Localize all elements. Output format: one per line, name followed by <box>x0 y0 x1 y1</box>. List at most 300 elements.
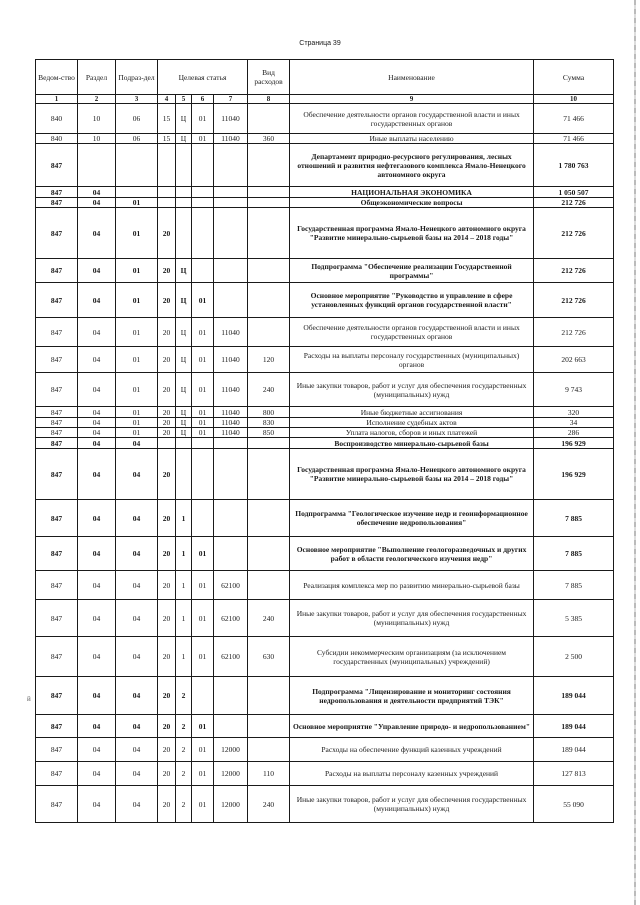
cell-podrazdel: 01 <box>116 283 158 318</box>
header-podrazdel: Подраз-дел <box>116 60 158 95</box>
cell-direction: 12000 <box>214 786 248 823</box>
cell-program: 15 <box>158 134 176 144</box>
cell-razdel: 04 <box>78 428 116 438</box>
cell-measure: 01 <box>192 373 214 407</box>
cell-naimenovanie: Расходы на выплаты персоналу государственных (муниципальных) органов <box>290 347 534 373</box>
cell-podrazdel: 04 <box>116 762 158 786</box>
cell-summa: 7 885 <box>534 500 614 537</box>
header-vid-raskhodov: Вид расходов <box>248 60 290 95</box>
cell-program <box>158 187 176 198</box>
margin-mark: й <box>27 695 31 703</box>
cell-subprogram: Ц <box>176 134 192 144</box>
column-number-cell: 1 <box>36 95 78 104</box>
column-number-cell: 7 <box>214 95 248 104</box>
cell-naimenovanie: Государственная программа Ямало-Ненецкого автономного округа "Развитие минерально-сырьевой базы на 2014 – 2018 годы" <box>290 208 534 259</box>
cell-vedomstvo: 847 <box>36 373 78 407</box>
cell-podrazdel: 01 <box>116 208 158 259</box>
cell-measure: 01 <box>192 571 214 600</box>
cell-direction: 62100 <box>214 600 248 637</box>
cell-summa: 71 466 <box>534 134 614 144</box>
cell-summa: 55 090 <box>534 786 614 823</box>
cell-subprogram: 2 <box>176 762 192 786</box>
cell-program: 20 <box>158 373 176 407</box>
column-number-cell: 4 <box>158 95 176 104</box>
cell-vid-raskhodov <box>248 738 290 762</box>
cell-razdel: 04 <box>78 449 116 500</box>
cell-direction: 11040 <box>214 418 248 428</box>
cell-measure <box>192 449 214 500</box>
cell-direction <box>214 208 248 259</box>
cell-podrazdel: 01 <box>116 407 158 418</box>
column-number-cell: 10 <box>534 95 614 104</box>
cell-razdel: 04 <box>78 198 116 208</box>
cell-direction <box>214 677 248 715</box>
column-number-cell: 6 <box>192 95 214 104</box>
cell-vedomstvo: 847 <box>36 637 78 677</box>
cell-vedomstvo: 847 <box>36 318 78 347</box>
cell-measure <box>192 208 214 259</box>
cell-vedomstvo: 847 <box>36 418 78 428</box>
cell-vid-raskhodov <box>248 715 290 738</box>
header-naimenovanie: Наименование <box>290 60 534 95</box>
cell-naimenovanie: Расходы на обеспечение функций казенных учреждений <box>290 738 534 762</box>
cell-razdel: 04 <box>78 786 116 823</box>
cell-podrazdel: 01 <box>116 373 158 407</box>
cell-vid-raskhodov <box>248 537 290 571</box>
cell-measure: 01 <box>192 428 214 438</box>
cell-direction <box>214 198 248 208</box>
cell-naimenovanie: Исполнение судебных актов <box>290 418 534 428</box>
cell-program: 20 <box>158 571 176 600</box>
table-row <box>36 418 614 428</box>
cell-naimenovanie: Субсидии некоммерческим организациям (за исключением государственных (муниципальных) учреждений) <box>290 637 534 677</box>
cell-vid-raskhodov: 630 <box>248 637 290 677</box>
cell-measure <box>192 198 214 208</box>
column-number-cell: 3 <box>116 95 158 104</box>
cell-razdel: 04 <box>78 500 116 537</box>
table-row <box>36 786 614 823</box>
cell-vedomstvo: 847 <box>36 677 78 715</box>
cell-podrazdel <box>116 144 158 187</box>
cell-program: 20 <box>158 418 176 428</box>
cell-subprogram <box>176 187 192 198</box>
table-row <box>36 259 614 283</box>
cell-naimenovanie: Государственная программа Ямало-Ненецкого автономного округа "Развитие минерально-сырьевой базы на 2014 – 2018 годы" <box>290 449 534 500</box>
cell-naimenovanie: Основное мероприятие "Выполнение геологоразведочных и других работ в области геологического изучения недр" <box>290 537 534 571</box>
cell-vid-raskhodov <box>248 571 290 600</box>
cell-subprogram <box>176 208 192 259</box>
cell-summa: 2 500 <box>534 637 614 677</box>
table-row <box>36 438 614 449</box>
cell-vedomstvo: 847 <box>36 283 78 318</box>
table-row <box>36 187 614 198</box>
cell-vid-raskhodov: 830 <box>248 418 290 428</box>
cell-razdel: 04 <box>78 318 116 347</box>
cell-vid-raskhodov <box>248 438 290 449</box>
cell-direction <box>214 715 248 738</box>
cell-subprogram: Ц <box>176 428 192 438</box>
cell-vedomstvo: 847 <box>36 187 78 198</box>
cell-razdel: 04 <box>78 677 116 715</box>
cell-vedomstvo: 847 <box>36 762 78 786</box>
cell-podrazdel: 01 <box>116 347 158 373</box>
cell-podrazdel: 01 <box>116 428 158 438</box>
cell-podrazdel: 04 <box>116 677 158 715</box>
cell-summa: 202 663 <box>534 347 614 373</box>
cell-vedomstvo: 840 <box>36 104 78 134</box>
cell-direction: 62100 <box>214 637 248 677</box>
cell-naimenovanie: Иные бюджетные ассигнования <box>290 407 534 418</box>
cell-vid-raskhodov: 850 <box>248 428 290 438</box>
cell-vid-raskhodov: 120 <box>248 347 290 373</box>
cell-naimenovanie: Обеспечение деятельности органов государственной власти и иных государственных органов <box>290 104 534 134</box>
cell-razdel: 04 <box>78 373 116 407</box>
cell-direction <box>214 500 248 537</box>
cell-measure: 01 <box>192 347 214 373</box>
cell-program: 20 <box>158 283 176 318</box>
cell-summa: 212 726 <box>534 283 614 318</box>
cell-vid-raskhodov <box>248 187 290 198</box>
cell-summa: 1 050 507 <box>534 187 614 198</box>
cell-razdel: 04 <box>78 418 116 428</box>
cell-podrazdel: 04 <box>116 537 158 571</box>
cell-vedomstvo: 847 <box>36 738 78 762</box>
cell-subprogram: Ц <box>176 283 192 318</box>
cell-naimenovanie: Реализация комплекса мер по развитию минерально-сырьевой базы <box>290 571 534 600</box>
cell-razdel <box>78 144 116 187</box>
cell-program: 20 <box>158 715 176 738</box>
column-number-cell: 5 <box>176 95 192 104</box>
cell-summa: 9 743 <box>534 373 614 407</box>
cell-vedomstvo: 847 <box>36 449 78 500</box>
cell-subprogram: Ц <box>176 347 192 373</box>
cell-naimenovanie: Иные закупки товаров, работ и услуг для обеспечения государственных (муниципальных) нужд <box>290 600 534 637</box>
cell-subprogram: 1 <box>176 537 192 571</box>
cell-razdel: 04 <box>78 637 116 677</box>
cell-podrazdel: 04 <box>116 438 158 449</box>
cell-podrazdel <box>116 187 158 198</box>
cell-direction: 11040 <box>214 347 248 373</box>
cell-program: 20 <box>158 347 176 373</box>
cell-program: 20 <box>158 449 176 500</box>
cell-measure: 01 <box>192 134 214 144</box>
cell-naimenovanie: Подпрограмма "Лицензирование и мониторинг состояния недропользования и деятельности предприятий ТЭК" <box>290 677 534 715</box>
cell-direction <box>214 449 248 500</box>
cell-vedomstvo: 847 <box>36 715 78 738</box>
cell-podrazdel: 01 <box>116 259 158 283</box>
cell-naimenovanie: Основное мероприятие "Управление природо- и недропользованием" <box>290 715 534 738</box>
cell-vedomstvo: 847 <box>36 198 78 208</box>
header-summa: Сумма <box>534 60 614 95</box>
cell-measure <box>192 259 214 283</box>
cell-razdel: 10 <box>78 104 116 134</box>
cell-measure <box>192 144 214 187</box>
cell-summa: 320 <box>534 407 614 418</box>
cell-program: 20 <box>158 407 176 418</box>
cell-vid-raskhodov: 240 <box>248 373 290 407</box>
cell-vid-raskhodov <box>248 259 290 283</box>
cell-naimenovanie: Иные закупки товаров, работ и услуг для обеспечения государственных (муниципальных) нужд <box>290 786 534 823</box>
cell-direction: 11040 <box>214 104 248 134</box>
cell-naimenovanie: Подпрограмма "Обеспечение реализации Государственной программы" <box>290 259 534 283</box>
cell-measure: 01 <box>192 715 214 738</box>
cell-program: 20 <box>158 208 176 259</box>
cell-vedomstvo: 847 <box>36 259 78 283</box>
cell-summa: 127 813 <box>534 762 614 786</box>
cell-vid-raskhodov <box>248 318 290 347</box>
cell-program <box>158 438 176 449</box>
column-number-cell: 9 <box>290 95 534 104</box>
cell-podrazdel: 04 <box>116 571 158 600</box>
cell-razdel: 04 <box>78 208 116 259</box>
cell-vedomstvo: 847 <box>36 208 78 259</box>
cell-summa: 5 385 <box>534 600 614 637</box>
cell-direction: 11040 <box>214 134 248 144</box>
cell-direction: 11040 <box>214 407 248 418</box>
cell-subprogram: 2 <box>176 738 192 762</box>
cell-vid-raskhodov <box>248 677 290 715</box>
cell-direction: 12000 <box>214 762 248 786</box>
cell-measure: 01 <box>192 786 214 823</box>
table-row <box>36 571 614 600</box>
cell-program: 20 <box>158 738 176 762</box>
cell-razdel: 04 <box>78 762 116 786</box>
cell-subprogram <box>176 144 192 187</box>
cell-vid-raskhodov <box>248 283 290 318</box>
cell-podrazdel: 01 <box>116 318 158 347</box>
header-razdel: Раздел <box>78 60 116 95</box>
cell-measure: 01 <box>192 537 214 571</box>
cell-podrazdel: 04 <box>116 449 158 500</box>
table-row <box>36 104 614 134</box>
cell-summa: 7 885 <box>534 571 614 600</box>
cell-direction: 62100 <box>214 571 248 600</box>
cell-measure: 01 <box>192 738 214 762</box>
cell-summa: 196 929 <box>534 438 614 449</box>
table-row <box>36 637 614 677</box>
cell-podrazdel: 04 <box>116 500 158 537</box>
cell-subprogram <box>176 438 192 449</box>
table-row <box>36 738 614 762</box>
cell-subprogram: Ц <box>176 259 192 283</box>
table-row <box>36 449 614 500</box>
cell-naimenovanie: Общеэкономические вопросы <box>290 198 534 208</box>
cell-vid-raskhodov <box>248 144 290 187</box>
cell-program: 20 <box>158 637 176 677</box>
cell-vid-raskhodov: 360 <box>248 134 290 144</box>
cell-subprogram: 1 <box>176 571 192 600</box>
cell-naimenovanie: Подпрограмма "Геологическое изучение недр и геоинформационное обеспечение недропользования" <box>290 500 534 537</box>
cell-summa: 1 780 763 <box>534 144 614 187</box>
table-row <box>36 198 614 208</box>
cell-razdel: 04 <box>78 600 116 637</box>
cell-razdel: 04 <box>78 715 116 738</box>
table-row <box>36 600 614 637</box>
cell-vid-raskhodov: 240 <box>248 786 290 823</box>
cell-measure: 01 <box>192 407 214 418</box>
cell-subprogram: Ц <box>176 418 192 428</box>
scan-edge-shadow <box>634 0 636 905</box>
cell-vid-raskhodov <box>248 208 290 259</box>
cell-naimenovanie: Расходы на выплаты персоналу казенных учреждений <box>290 762 534 786</box>
budget-table <box>35 59 614 823</box>
cell-summa: 71 466 <box>534 104 614 134</box>
cell-razdel: 10 <box>78 134 116 144</box>
cell-subprogram: Ц <box>176 407 192 418</box>
cell-razdel: 04 <box>78 259 116 283</box>
column-number-row <box>36 95 614 104</box>
cell-program: 20 <box>158 762 176 786</box>
cell-summa: 196 929 <box>534 449 614 500</box>
cell-podrazdel: 04 <box>116 637 158 677</box>
cell-direction: 12000 <box>214 738 248 762</box>
cell-naimenovanie: Департамент природно-ресурсного регулирования, лесных отношений и развития нефтегазового комплекса Ямало-Ненецкого автономного округа <box>290 144 534 187</box>
cell-subprogram: 1 <box>176 637 192 677</box>
cell-naimenovanie: Воспроизводство минерально-сырьевой базы <box>290 438 534 449</box>
cell-direction <box>214 144 248 187</box>
table-row <box>36 144 614 187</box>
cell-measure <box>192 677 214 715</box>
cell-measure: 01 <box>192 318 214 347</box>
cell-vedomstvo: 847 <box>36 144 78 187</box>
cell-vedomstvo: 847 <box>36 428 78 438</box>
column-number-cell: 8 <box>248 95 290 104</box>
cell-summa: 212 726 <box>534 198 614 208</box>
column-number-cell: 2 <box>78 95 116 104</box>
cell-summa: 34 <box>534 418 614 428</box>
cell-razdel: 04 <box>78 438 116 449</box>
cell-vid-raskhodov: 110 <box>248 762 290 786</box>
cell-summa: 212 726 <box>534 259 614 283</box>
header-vedomstvo: Ведом-ство <box>36 60 78 95</box>
table-row <box>36 208 614 259</box>
cell-podrazdel: 06 <box>116 104 158 134</box>
cell-podrazdel: 06 <box>116 134 158 144</box>
cell-measure <box>192 187 214 198</box>
cell-vedomstvo: 847 <box>36 347 78 373</box>
cell-naimenovanie: НАЦИОНАЛЬНАЯ ЭКОНОМИКА <box>290 187 534 198</box>
cell-program: 20 <box>158 428 176 438</box>
cell-naimenovanie: Иные закупки товаров, работ и услуг для обеспечения государственных (муниципальных) нужд <box>290 373 534 407</box>
cell-podrazdel: 01 <box>116 198 158 208</box>
cell-program: 20 <box>158 500 176 537</box>
cell-measure: 01 <box>192 762 214 786</box>
cell-summa: 286 <box>534 428 614 438</box>
cell-program: 20 <box>158 600 176 637</box>
cell-naimenovanie: Основное мероприятие "Руководство и управление в сфере установленных функций органов государственной власти" <box>290 283 534 318</box>
table-row <box>36 318 614 347</box>
header-celevaya-statya: Целевая статья <box>158 60 248 95</box>
cell-vedomstvo: 847 <box>36 600 78 637</box>
cell-vid-raskhodov <box>248 104 290 134</box>
cell-program: 20 <box>158 786 176 823</box>
cell-razdel: 04 <box>78 187 116 198</box>
cell-summa: 7 885 <box>534 537 614 571</box>
cell-vedomstvo: 847 <box>36 500 78 537</box>
table-body <box>36 104 614 823</box>
cell-measure: 01 <box>192 418 214 428</box>
header-row <box>36 60 614 95</box>
cell-direction <box>214 537 248 571</box>
cell-razdel: 04 <box>78 738 116 762</box>
cell-summa: 212 726 <box>534 318 614 347</box>
cell-program <box>158 144 176 187</box>
cell-vedomstvo: 840 <box>36 134 78 144</box>
table-row <box>36 347 614 373</box>
cell-naimenovanie: Уплата налогов, сборов и иных платежей <box>290 428 534 438</box>
table-row <box>36 283 614 318</box>
cell-program: 15 <box>158 104 176 134</box>
cell-podrazdel: 04 <box>116 715 158 738</box>
cell-direction <box>214 438 248 449</box>
cell-program: 20 <box>158 537 176 571</box>
cell-summa: 189 044 <box>534 677 614 715</box>
cell-vedomstvo: 847 <box>36 786 78 823</box>
cell-vedomstvo: 847 <box>36 438 78 449</box>
cell-subprogram: 1 <box>176 500 192 537</box>
table-row <box>36 500 614 537</box>
cell-direction: 11040 <box>214 428 248 438</box>
cell-subprogram: 2 <box>176 677 192 715</box>
table-row <box>36 134 614 144</box>
cell-podrazdel: 01 <box>116 418 158 428</box>
cell-naimenovanie: Иные выплаты населению <box>290 134 534 144</box>
cell-vid-raskhodov <box>248 449 290 500</box>
cell-vedomstvo: 847 <box>36 407 78 418</box>
table-row <box>36 373 614 407</box>
table-row <box>36 537 614 571</box>
cell-measure: 01 <box>192 600 214 637</box>
cell-program <box>158 198 176 208</box>
cell-subprogram <box>176 198 192 208</box>
cell-razdel: 04 <box>78 537 116 571</box>
cell-vid-raskhodov: 240 <box>248 600 290 637</box>
cell-podrazdel: 04 <box>116 786 158 823</box>
cell-direction <box>214 187 248 198</box>
cell-measure: 01 <box>192 283 214 318</box>
cell-vid-raskhodov <box>248 500 290 537</box>
cell-podrazdel: 04 <box>116 738 158 762</box>
cell-razdel: 04 <box>78 571 116 600</box>
cell-subprogram: Ц <box>176 373 192 407</box>
cell-subprogram: Ц <box>176 104 192 134</box>
cell-program: 20 <box>158 318 176 347</box>
table-row <box>36 428 614 438</box>
cell-program: 20 <box>158 259 176 283</box>
cell-measure <box>192 438 214 449</box>
cell-summa: 189 044 <box>534 715 614 738</box>
cell-measure <box>192 500 214 537</box>
cell-naimenovanie: Обеспечение деятельности органов государственной власти и иных государственных органов <box>290 318 534 347</box>
cell-razdel: 04 <box>78 407 116 418</box>
cell-measure: 01 <box>192 104 214 134</box>
cell-summa: 189 044 <box>534 738 614 762</box>
cell-vid-raskhodov <box>248 198 290 208</box>
table-row <box>36 677 614 715</box>
page-number: Страница 39 <box>299 40 341 47</box>
cell-subprogram <box>176 449 192 500</box>
cell-vedomstvo: 847 <box>36 537 78 571</box>
cell-subprogram: 2 <box>176 786 192 823</box>
cell-vid-raskhodov: 800 <box>248 407 290 418</box>
cell-direction <box>214 259 248 283</box>
cell-direction <box>214 283 248 318</box>
cell-subprogram: 2 <box>176 715 192 738</box>
cell-measure: 01 <box>192 637 214 677</box>
cell-direction: 11040 <box>214 318 248 347</box>
cell-podrazdel: 04 <box>116 600 158 637</box>
table-row <box>36 762 614 786</box>
